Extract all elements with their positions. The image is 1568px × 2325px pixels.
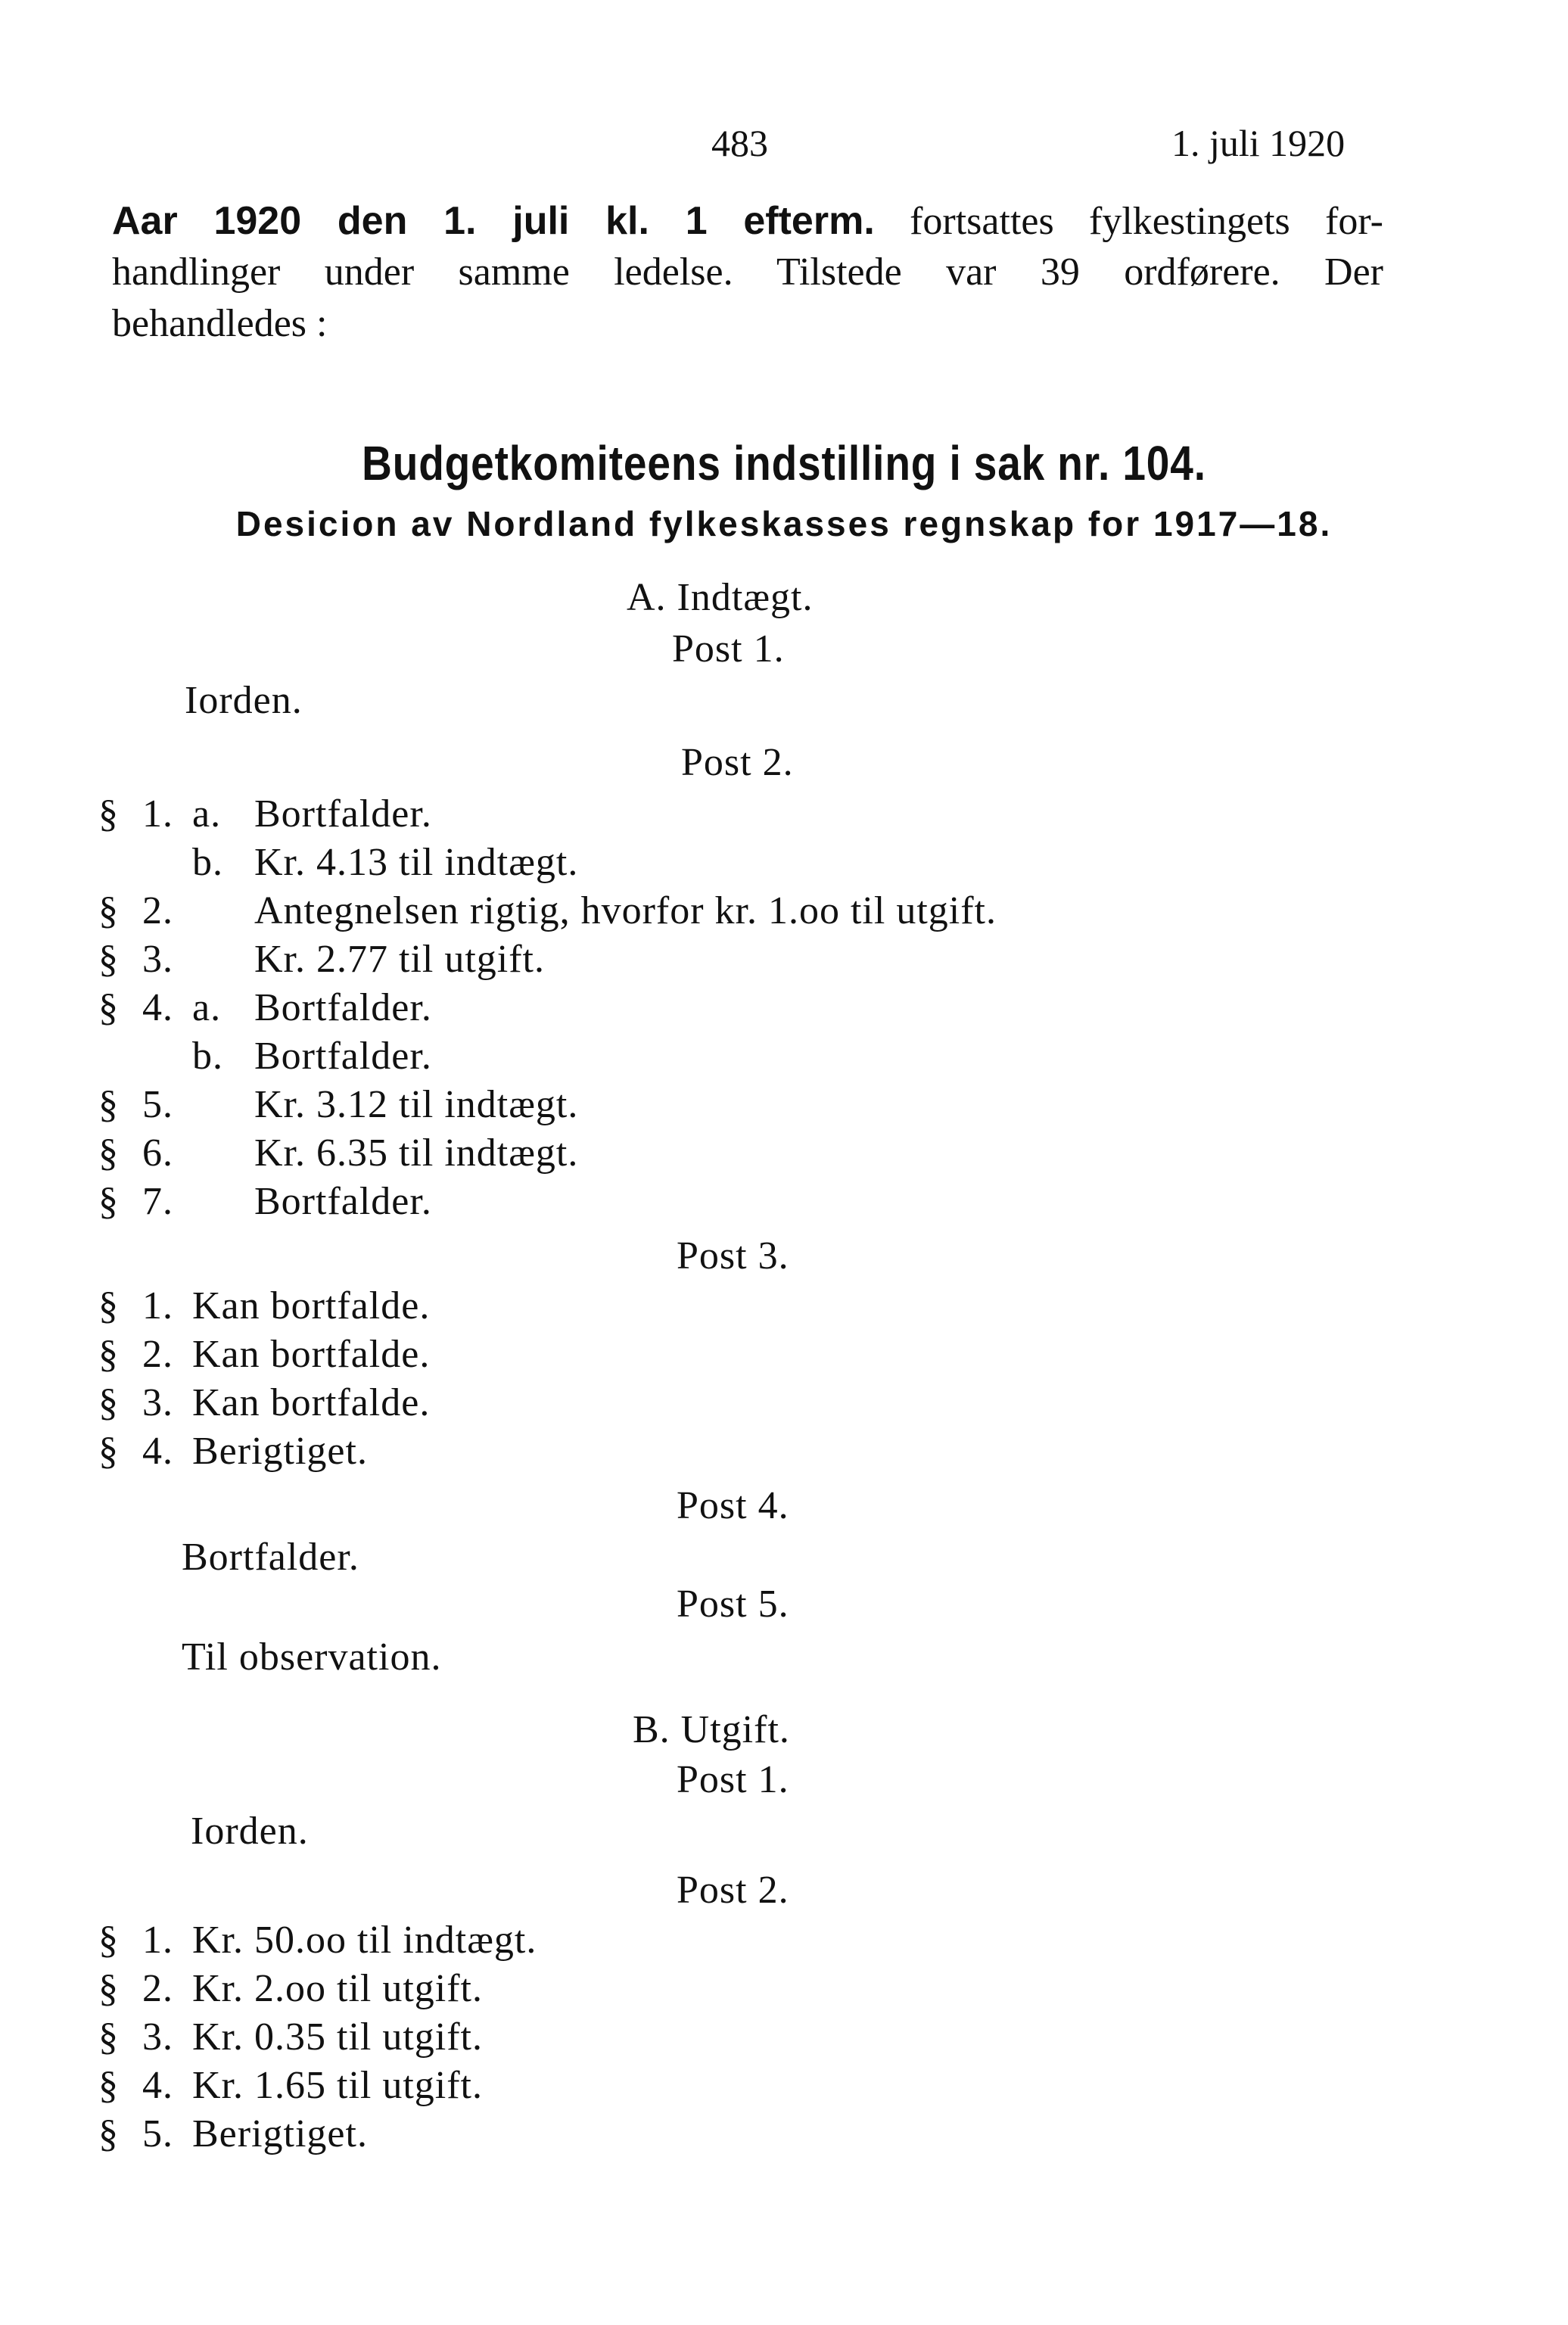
paragraph-item-text: Kr. 2.77 til utgift. [254,938,545,981]
document-title: Budgetkomiteens indstilling i sak nr. 104. [362,436,1206,490]
section-b-post2-heading: Post 2. [677,1869,789,1912]
paragraph-item [98,1034,432,1078]
paragraph-item-num: 3. [142,2015,173,2059]
intro-bold-lead: Aar 1920 den 1. juli kl. 1 efterm. [112,199,875,243]
paragraph-item-text: Kr. 0.35 til utgift. [192,2015,483,2059]
paragraph-item-num: 3. [142,1381,173,1424]
paragraph-item [98,2112,368,2156]
paragraph-item-text: Berigtiget. [192,2112,368,2155]
paragraph-item-sect: § [98,2064,119,2107]
paragraph-item [98,1284,430,1328]
paragraph-item-text: Kr. 2.oo til utgift. [192,1967,483,2010]
paragraph-item-num: 4. [142,1430,173,1473]
paragraph-item [98,1380,430,1425]
paragraph-item-num: 1. [142,1284,173,1327]
paragraph-item-text: Kr. 6.35 til indtægt. [254,1131,579,1175]
paragraph-item-sub: b. [192,841,223,884]
section-a-post2-heading: Post 2. [681,741,794,784]
paragraph-item [98,840,578,885]
paragraph-item-sect: § [98,1180,119,1223]
section-a-heading: A. Indtægt. [627,576,814,619]
paragraph-item-sect: § [98,2015,119,2059]
paragraph-item [98,1131,578,1175]
paragraph-item-text: Kan bortfalde. [192,1284,431,1327]
paragraph-item-sect: § [98,1967,119,2010]
paragraph-item-num: 7. [142,1180,173,1223]
paragraph-item-text: Kan bortfalde. [192,1381,431,1424]
paragraph-item-text: Kan bortfalde. [192,1333,431,1376]
paragraph-item-sect: § [98,938,119,981]
paragraph-item-text: Kr. 1.65 til utgift. [192,2064,483,2107]
section-a-post1-text: Iorden. [185,679,303,722]
intro-line-3: behandledes : [112,302,328,345]
paragraph-item-sect: § [98,1381,119,1424]
paragraph-item-num: 2. [142,889,173,932]
paragraph-item [98,2015,483,2059]
paragraph-item-sub: a. [192,986,222,1029]
paragraph-item-text: Bortfalder. [254,792,432,836]
paragraph-item-text: Antegnelsen rigtig, hvorfor kr. 1.oo til utgift. [254,889,997,932]
intro-line-1-rest: fortsattes fylkestingets for- [874,200,1383,243]
paragraph-item-sect: § [98,986,119,1029]
paragraph-item-num: 6. [142,1131,173,1175]
section-a-post4-heading: Post 4. [677,1484,789,1527]
paragraph-item-num: 3. [142,938,173,981]
paragraph-item-sect: § [98,2112,119,2155]
page-date: 1. juli 1920 [1171,122,1346,164]
paragraph-item-num: 2. [142,1333,173,1376]
paragraph-item-sub: b. [192,1035,223,1078]
paragraph-item [98,2063,483,2108]
paragraph-item [98,1179,432,1224]
section-a-post5-heading: Post 5. [677,1583,789,1626]
paragraph-item-sect: § [98,1333,119,1376]
paragraph-item-text: Kr. 50.oo til indtægt. [192,1919,537,1962]
paragraph-item-text: Bortfalder. [254,986,432,1029]
paragraph-item-text: Kr. 4.13 til indtægt. [254,841,579,884]
paragraph-item-sect: § [98,1131,119,1175]
paragraph-item-text: Bortfalder. [254,1180,432,1223]
paragraph-item [98,1082,578,1127]
paragraph-item [98,1332,430,1377]
section-a-post5-text: Til observation. [182,1636,442,1679]
paragraph-item [98,889,997,933]
paragraph-item-sect: § [98,889,119,932]
paragraph-item-text: Kr. 3.12 til indtægt. [254,1083,579,1126]
paragraph-item [98,937,545,982]
paragraph-item-sect: § [98,792,119,836]
paragraph-item-num: 1. [142,1919,173,1962]
paragraph-item [98,1918,537,1962]
paragraph-item-text: Berigtiget. [192,1430,368,1473]
document-subtitle: Desicion av Nordland fylkeskasses regnskap for 1917—18. [235,504,1333,543]
paragraph-item-sect: § [98,1284,119,1327]
paragraph-item [98,792,432,836]
paragraph-item-sect: § [98,1083,119,1126]
section-a-post1-heading: Post 1. [672,627,785,671]
section-a-post3-heading: Post 3. [677,1234,789,1278]
section-b-post1-heading: Post 1. [677,1758,789,1801]
paragraph-item-text: Bortfalder. [254,1035,432,1078]
paragraph-item-sect: § [98,1430,119,1473]
paragraph-item-num: 5. [142,2112,173,2155]
paragraph-item-num: 5. [142,1083,173,1126]
paragraph-item-num: 4. [142,986,173,1029]
paragraph-item [98,985,432,1030]
paragraph-item-num: 4. [142,2064,173,2107]
paragraph-item-num: 2. [142,1967,173,2010]
intro-line-2: handlinger under samme ledelse. Tilstede var 39 ordførere. Der [112,251,1383,294]
page-number: 483 [711,122,768,164]
section-b-heading: B. Utgift. [633,1708,790,1751]
section-b-post1-text: Iorden. [191,1810,309,1853]
paragraph-item [98,1966,483,2011]
paragraph-item-sect: § [98,1919,119,1962]
paragraph-item-sub: a. [192,792,222,836]
intro-line-1 [112,198,1383,244]
paragraph-item [98,1429,368,1474]
section-a-post4-text: Bortfalder. [182,1536,359,1579]
paragraph-item-num: 1. [142,792,173,836]
